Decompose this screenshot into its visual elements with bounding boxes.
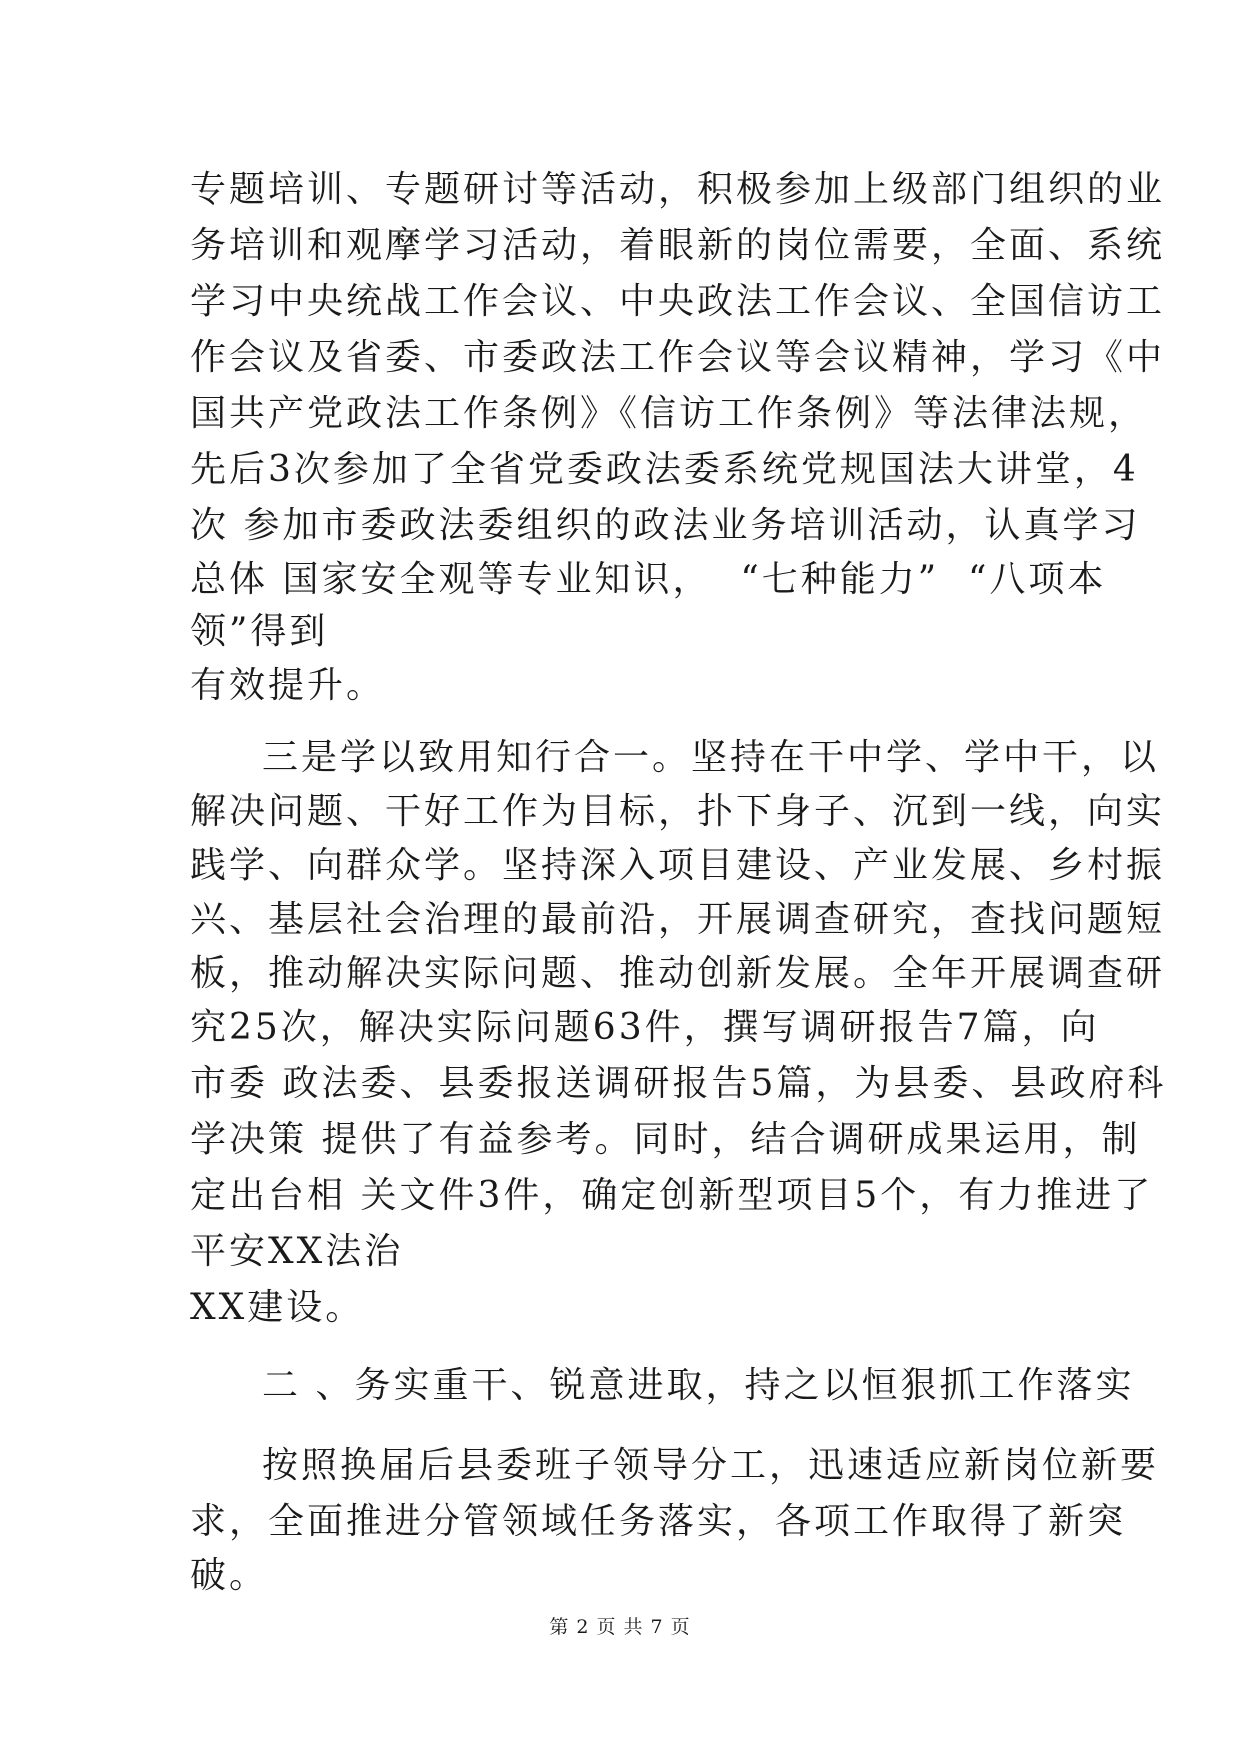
- text-line: 定出台相 关文件3件，确定创新型项目5个，有力推进了: [190, 1175, 1154, 1216]
- text-line: 解决问题、干好工作为目标，扑下身子、沉到一线，向实: [190, 791, 1166, 832]
- text-line: 领”得到: [190, 611, 329, 652]
- text-line: 国共产党政法工作条例》《信访工作条例》等法律法规，: [190, 393, 1148, 434]
- text-line: 市委 政法委、县委报送调研报告5篇，为县委、县政府科: [190, 1063, 1167, 1104]
- text-line: 兴、基层社会治理的最前沿，开展调查研究，查找问题短: [190, 899, 1166, 940]
- text-line: 次 参加市委政法委组织的政法业务培训活动，认真学习: [190, 505, 1141, 546]
- text-line: 平安XX法治: [190, 1231, 404, 1272]
- text-line: 按照换届后县委班子领导分工，迅速适应新岗位新要: [262, 1445, 1160, 1486]
- text-line: 务培训和观摩学习活动，着眼新的岗位需要，全面、系统: [190, 225, 1166, 266]
- text-line: 破。: [190, 1555, 269, 1596]
- text-line: XX建设。: [190, 1287, 365, 1328]
- section-heading: 二 、务实重干、锐意进取，持之以恒狠抓工作落实: [262, 1365, 1135, 1406]
- text-line: 有效提升。: [190, 665, 386, 706]
- text-line: 学决策 提供了有益参考。同时，结合调研成果运用，制: [190, 1119, 1141, 1160]
- text-line: 践学、向群众学。坚持深入项目建设、产业发展、乡村振: [190, 845, 1166, 886]
- text-line: 求，全面推进分管领域任务落实，各项工作取得了新突: [190, 1501, 1127, 1542]
- text-line: 学习中央统战工作会议、中央政法工作会议、全国信访工: [190, 281, 1166, 322]
- text-line: 作会议及省委、市委政法工作会议等会议精神，学习《中: [190, 337, 1166, 378]
- text-line: 三是学以致用知行合一。坚持在干中学、学中干，以: [262, 737, 1160, 778]
- text-line: 板，推动解决实际问题、推动创新发展。全年开展调查研: [190, 953, 1166, 994]
- text-line: 总体 国家安全观等专业知识， “七种能力” “八项本: [190, 559, 1107, 600]
- page-number: 第 2 页 共 7 页: [549, 1616, 691, 1638]
- text-line: 究25次，解决实际问题63件，撰写调研报告7篇，向: [190, 1007, 1100, 1048]
- text-line: 专题培训、专题研讨等活动，积极参加上级部门组织的业: [190, 169, 1166, 210]
- text-line: 先后3次参加了全省党委政法委系统党规国法大讲堂，4: [190, 449, 1139, 490]
